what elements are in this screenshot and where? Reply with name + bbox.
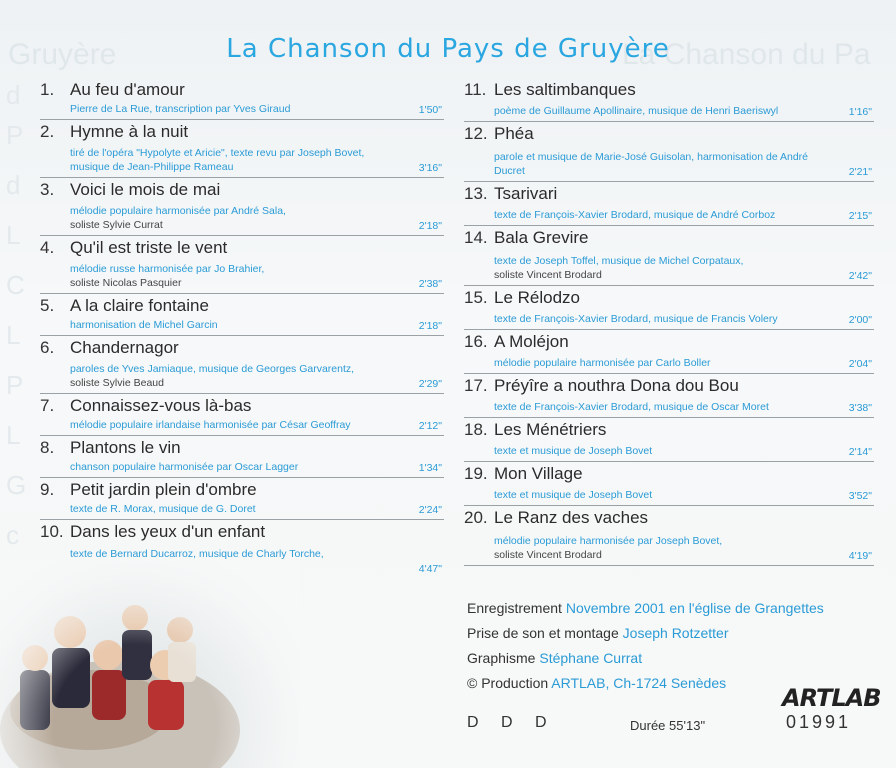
- track-item: [40, 438, 444, 478]
- track-duration: 2'21": [848, 166, 872, 178]
- catalog-number: 01991: [786, 712, 852, 732]
- track-credit: mélodie populaire harmonisée par André Sala, soliste Sylvie Currat: [70, 205, 286, 231]
- track-duration: 2'24": [418, 504, 442, 516]
- track-credit: texte de R. Morax, musique de G. Doret: [70, 503, 256, 515]
- track-title: Connaissez-vous là-bas: [70, 396, 252, 415]
- track-title: Plantons le vin: [70, 438, 181, 457]
- track-number: 9.: [40, 480, 55, 499]
- children-photo: [0, 560, 300, 768]
- production-credit: © Production ARTLAB, Ch-1724 Senèdes: [467, 675, 727, 691]
- track-duration: 2'29": [418, 378, 442, 390]
- track-duration: 2'38": [418, 278, 442, 290]
- track-duration: 3'38": [848, 402, 872, 414]
- track-credit: mélodie populaire harmonisée par Joseph Bovet, soliste Vincent Brodard: [494, 535, 723, 561]
- track-item: [464, 80, 874, 122]
- track-duration: 1'50": [418, 104, 442, 116]
- track-number: 6.: [40, 338, 55, 357]
- track-number: 4.: [40, 238, 55, 257]
- track-number: 11.: [464, 80, 487, 99]
- track-title: Petit jardin plein d'ombre: [70, 480, 257, 499]
- track-credit: texte de François-Xavier Brodard, musique de André Corboz: [494, 209, 776, 221]
- track-item: [464, 508, 874, 566]
- track-title: Les Ménétriers: [494, 420, 607, 439]
- track-duration: 2'04": [848, 358, 872, 370]
- track-credit: poème de Guillaume Apollinaire, musique de Henri Baeriswyl: [494, 105, 779, 117]
- track-credit: mélodie russe harmonisée par Jo Brahier, soliste Nicolas Pasquier: [70, 263, 265, 289]
- track-duration: 2'00": [848, 314, 872, 326]
- track-item: [464, 376, 874, 418]
- track-item: [40, 296, 444, 336]
- track-title: Phéa: [494, 124, 534, 143]
- sound-credit: Prise de son et montage Joseph Rotzetter: [467, 625, 729, 641]
- track-duration: 2'14": [848, 446, 872, 458]
- track-item: [464, 228, 874, 286]
- track-number: 5.: [40, 296, 55, 315]
- graphic-credit: Graphisme Stéphane Currat: [467, 650, 643, 666]
- track-item: [464, 464, 874, 506]
- track-number: 13.: [464, 184, 488, 203]
- track-title: A Moléjon: [494, 332, 569, 351]
- track-item: [40, 122, 444, 178]
- track-duration: 4'19": [848, 550, 872, 562]
- track-number: 15.: [464, 288, 488, 307]
- track-item: [40, 238, 444, 294]
- background-watermark: Gruyère La Chanson du Pa d P d L C L P L G c: [6, 38, 871, 550]
- track-item: [464, 420, 874, 462]
- track-credit: texte et musique de Joseph Bovet: [494, 445, 653, 457]
- track-duration: 2'18": [418, 220, 442, 232]
- track-number: 7.: [40, 396, 55, 415]
- track-credit: tiré de l'opéra "Hypolyte et Aricie", texte revu par Joseph Bovet, musique de Jean-Philippe Rameau: [70, 147, 365, 173]
- track-number: 1.: [40, 80, 55, 99]
- track-credit: Pierre de La Rue, transcription par Yves Giraud: [70, 103, 291, 115]
- album-title: La Chanson du Pays de Gruyère: [226, 34, 670, 64]
- track-number: 2.: [40, 122, 55, 141]
- track-item: [464, 124, 874, 182]
- track-number: 12.: [464, 124, 488, 143]
- track-item: [40, 80, 444, 120]
- track-title: Préyîre a nouthra Dona dou Bou: [494, 376, 739, 395]
- track-number: 14.: [464, 228, 488, 247]
- ddd-code: D D D: [467, 714, 556, 731]
- track-duration: 4'47": [418, 563, 442, 575]
- track-item: [40, 180, 444, 236]
- track-credit: harmonisation de Michel Garcin: [70, 319, 218, 331]
- track-number: 3.: [40, 180, 55, 199]
- track-title: Mon Village: [494, 464, 583, 483]
- track-title: Qu'il est triste le vent: [70, 238, 228, 257]
- tracklist-left: [40, 80, 444, 578]
- track-duration: 3'16": [418, 162, 442, 174]
- track-credit: paroles de Yves Jamiaque, musique de Georges Garvarentz, soliste Sylvie Beaud: [70, 363, 355, 389]
- track-title: A la claire fontaine: [70, 296, 209, 315]
- track-duration: 2'42": [848, 270, 872, 282]
- track-number: 17.: [464, 376, 488, 395]
- track-credit: parole et musique de Marie-José Guisolan, harmonisation de André Ducret: [494, 151, 809, 177]
- track-item: [40, 480, 444, 520]
- track-title: Hymne à la nuit: [70, 122, 189, 141]
- track-item: [464, 184, 874, 226]
- track-number: 10.: [40, 522, 64, 541]
- track-title: Tsarivari: [494, 184, 558, 203]
- track-duration: 2'15": [848, 210, 872, 222]
- track-credit: texte de Joseph Toffel, musique de Michel Corpataux, soliste Vincent Brodard: [494, 255, 744, 281]
- track-item: [40, 338, 444, 394]
- track-title: Le Ranz des vaches: [494, 508, 649, 527]
- track-title: Dans les yeux d'un enfant: [70, 522, 266, 541]
- track-title: Au feu d'amour: [70, 80, 185, 99]
- track-number: 20.: [464, 508, 488, 527]
- track-credit: texte de François-Xavier Brodard, musique de Oscar Moret: [494, 401, 769, 413]
- track-credit: texte de Bernard Ducarroz, musique de Charly Torche,: [70, 548, 324, 560]
- track-title: Le Rélodzo: [494, 288, 581, 307]
- track-credit: mélodie populaire irlandaise harmonisée par César Geoffray: [70, 419, 351, 431]
- tracklist-right: [464, 80, 874, 566]
- track-title: Chandernagor: [70, 338, 179, 357]
- track-credit: mélodie populaire harmonisée par Carlo Boller: [494, 357, 711, 369]
- track-credit: chanson populaire harmonisée par Oscar Lagger: [70, 461, 299, 473]
- track-item: [40, 396, 444, 436]
- track-title: Bala Grevire: [494, 228, 589, 247]
- recording-credit: Enregistrement Novembre 2001 en l'église de Grangettes: [467, 600, 824, 616]
- track-credit: texte de François-Xavier Brodard, musique de Francis Volery: [494, 313, 778, 325]
- track-duration: 1'16": [848, 106, 872, 118]
- track-credit: texte et musique de Joseph Bovet: [494, 489, 653, 501]
- track-item: [464, 332, 874, 374]
- track-title: Voici le mois de mai: [70, 180, 221, 199]
- total-duration: Durée 55'13": [630, 718, 706, 733]
- track-duration: 2'12": [418, 420, 442, 432]
- track-number: 16.: [464, 332, 488, 351]
- track-duration: 3'52": [848, 490, 872, 502]
- track-number: 8.: [40, 438, 55, 457]
- track-duration: 2'18": [418, 320, 442, 332]
- track-duration: 1'34": [418, 462, 442, 474]
- artlab-logo: ARTLAB: [782, 684, 881, 712]
- track-number: 18.: [464, 420, 488, 439]
- track-title: Les saltimbanques: [494, 80, 636, 99]
- track-item: [464, 288, 874, 330]
- production-credits: [467, 596, 824, 696]
- track-number: 19.: [464, 464, 488, 483]
